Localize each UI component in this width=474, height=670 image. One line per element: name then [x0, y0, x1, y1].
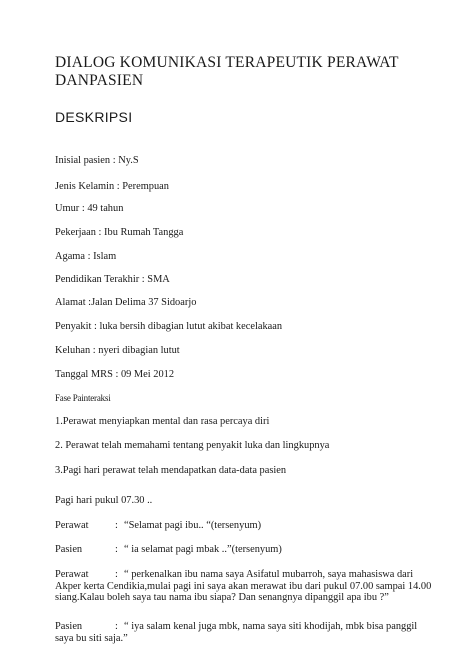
section-heading: DESKRIPSI [55, 109, 133, 125]
phase-label: Fase Painteraksi [55, 393, 111, 403]
document-title: DIALOG KOMUNIKASI TERAPEUTIK PERAWAT DANPASIEN [55, 54, 399, 89]
field-umur: Umur : 49 tahun [55, 203, 124, 214]
field-agama: Agama : Islam [55, 251, 117, 262]
field-penyakit: Penyakit : luka bersih dibagian lutut akibat kecelakaan [55, 321, 283, 332]
time-line: Pagi hari pukul 07.30 .. [55, 495, 153, 506]
field-tanggal-mrs: Tanggal MRS : 09 Mei 2012 [55, 369, 175, 380]
dialog-text: “ ia selamat pagi mbak ..”(tersenyum) [124, 544, 282, 555]
dialog-text: “Selamat pagi ibu.. “(tersenyum) [124, 520, 262, 531]
dialog-text: “ iya salam kenal juga mbk, nama saya siti khodijah, mbk bisa panggil saya bu siti saja.” [55, 621, 418, 644]
field-pekerjaan: Pekerjaan : Ibu Rumah Tangga [55, 227, 184, 238]
step-1: 1.Perawat menyiapkan mental dan rasa percaya diri [55, 416, 270, 427]
dialog-separator: : [115, 569, 118, 580]
dialog-separator: : [115, 520, 118, 531]
dialog-separator: : [115, 544, 118, 555]
field-keluhan: Keluhan : nyeri dibagian lutut [55, 345, 180, 356]
field-alamat: Alamat :Jalan Delima 37 Sidoarjo [55, 297, 197, 308]
dialog-speaker: Perawat [55, 569, 89, 580]
dialog-speaker: Pasien [55, 621, 83, 632]
dialog-separator: : [115, 621, 118, 632]
dialog-speaker: Perawat [55, 520, 89, 531]
field-inisial: Inisial pasien : Ny.S [55, 155, 139, 166]
field-pendidikan: Pendidikan Terakhir : SMA [55, 274, 170, 285]
step-2: 2. Perawat telah memahami tentang penyakit luka dan lingkupnya [55, 440, 330, 451]
dialog-text: “ perkenalkan ibu nama saya Asifatul mubarroh, saya mahasiswa dari Akper kerta Cendikia,mulai pagi ini saya akan merawat ibu dari pukul 07.00 sampai 14.00 siang.Kalau boleh saya tau nama ibu siapa? Dan senangnya dipanggil apa ibu ?” [55, 569, 432, 603]
dialog-speaker: Pasien [55, 544, 83, 555]
step-3: 3.Pagi hari perawat telah mendapatkan data-data pasien [55, 465, 287, 476]
field-jenis-kelamin: Jenis Kelamin : Perempuan [55, 181, 169, 192]
